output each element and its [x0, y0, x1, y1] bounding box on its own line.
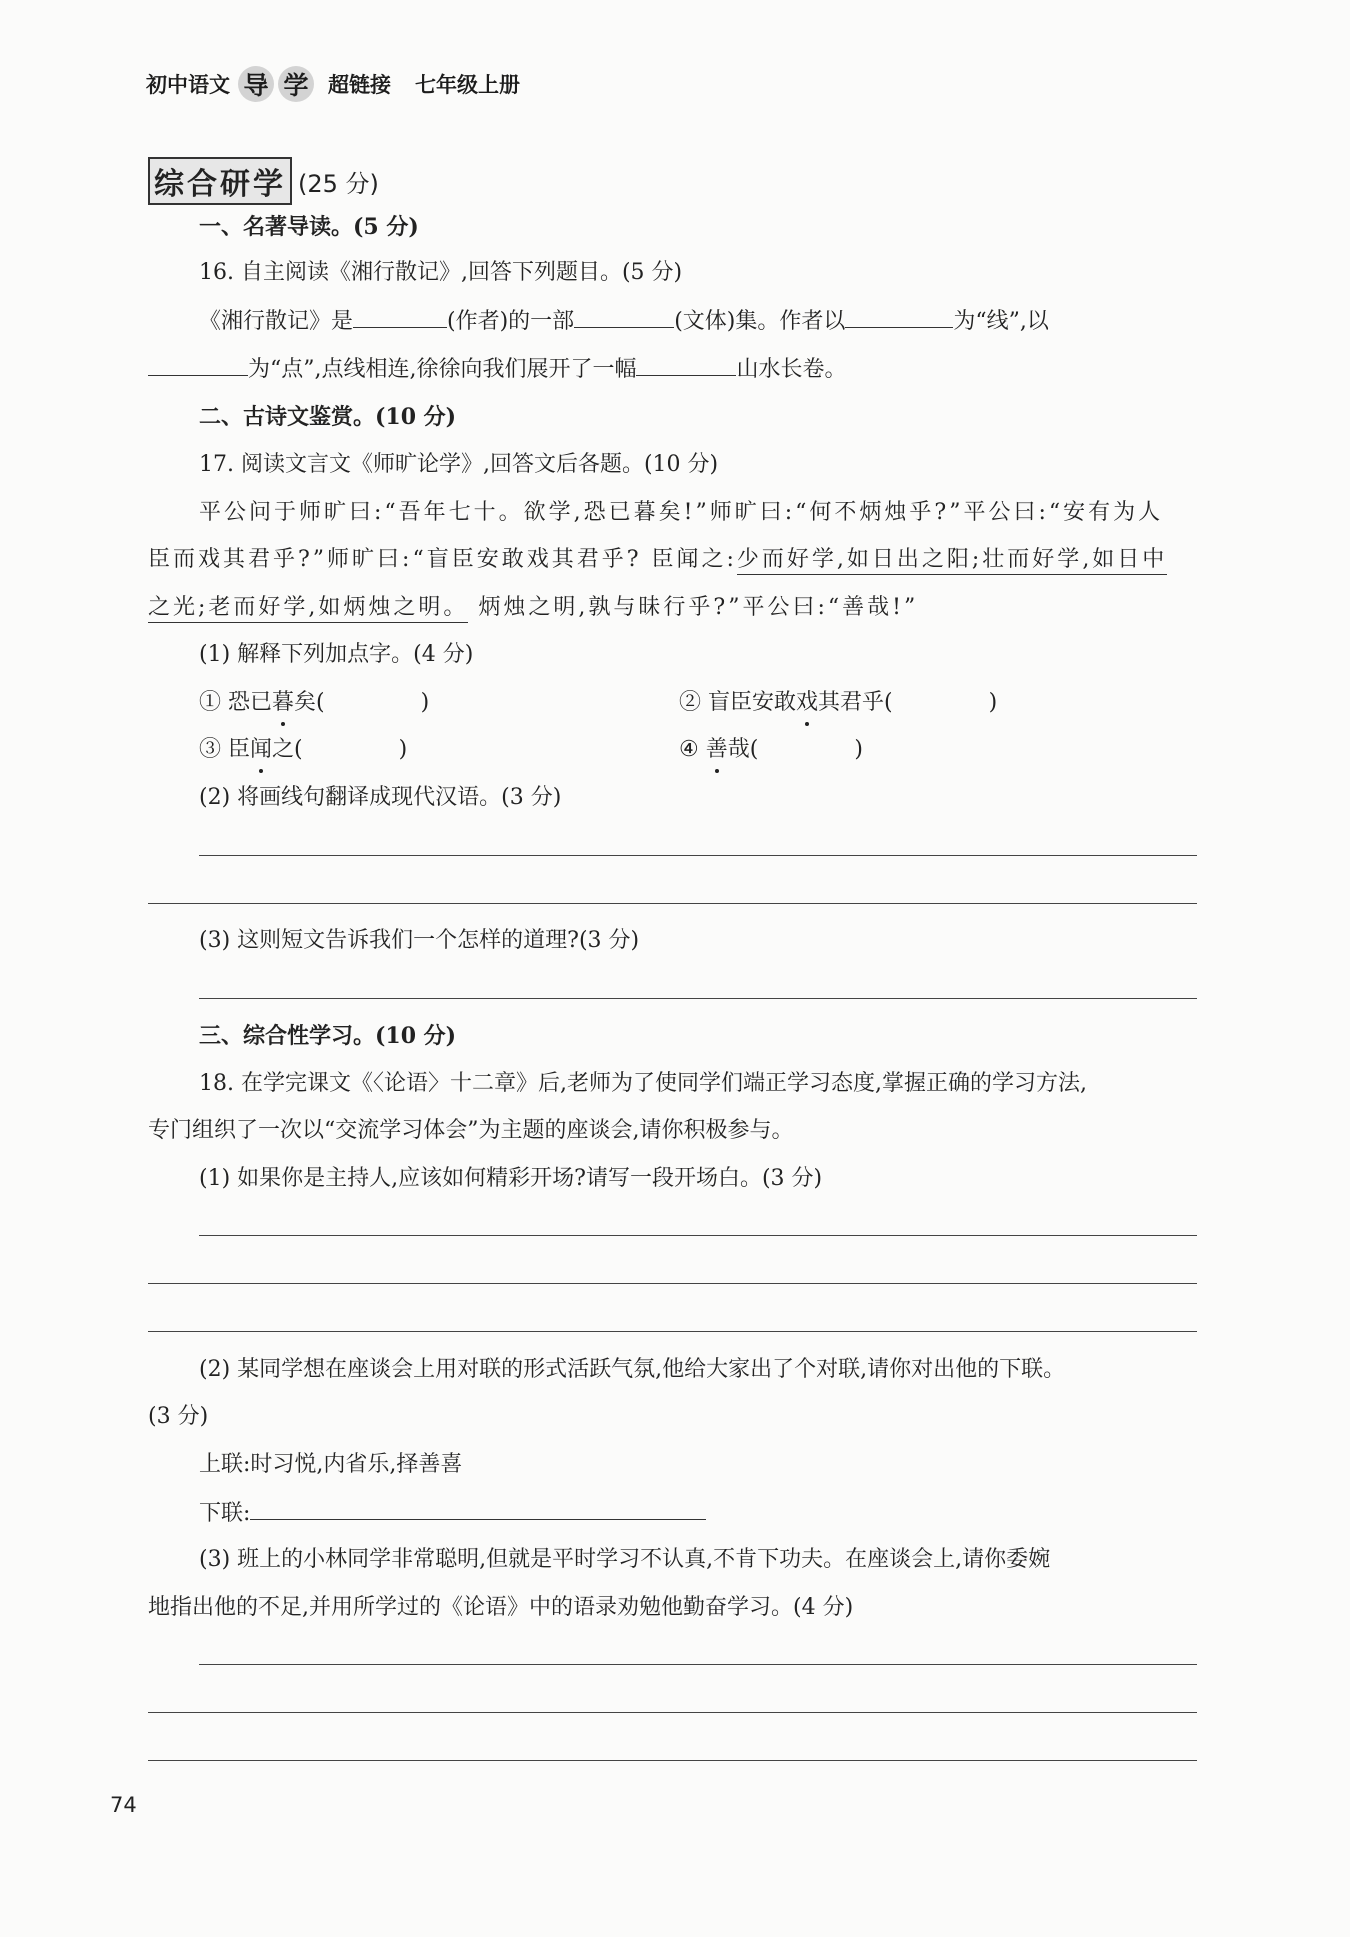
header-grade: 七年级上册: [415, 73, 520, 97]
section-title: [148, 157, 379, 205]
scenery-blank[interactable]: [636, 353, 736, 376]
item-text: 恐已: [228, 690, 273, 715]
q18-sub3-stem-line1: (3) 班上的小林同学非常聪明,但就是平时学习不认真,不肯下功夫。在座谈会上,请你委婉: [199, 1547, 1051, 1572]
q17-sub1-item2: [679, 688, 997, 718]
answer-line[interactable]: [199, 998, 1197, 999]
q18-sub1-stem: (1) 如果你是主持人,应该如何精彩开场?请写一段开场白。(3 分): [199, 1166, 823, 1191]
dotted-char: 善: [706, 735, 728, 765]
item-text: ): [854, 737, 863, 762]
q16-text: 为“点”,点线相连,徐徐向我们展开了一幅: [248, 357, 637, 382]
item-text: 矣(: [294, 690, 325, 715]
item-text: ): [988, 690, 998, 715]
point-blank[interactable]: [148, 353, 248, 376]
item-number: ④: [679, 737, 699, 762]
line-blank[interactable]: [845, 305, 953, 328]
header-subject: 初中语文: [146, 73, 230, 97]
couplet-lower-label: 下联:: [199, 1501, 251, 1526]
part2-heading: 二、古诗文鉴赏。(10 分): [199, 404, 457, 430]
q16-line1: [199, 305, 1049, 337]
answer-line[interactable]: [148, 1283, 1197, 1284]
item-number: ②: [679, 690, 702, 715]
passage-line3: [148, 593, 918, 623]
q17-sub1-item3: [199, 735, 407, 765]
item-text: 之(: [272, 737, 303, 762]
answer-line[interactable]: [199, 1235, 1197, 1236]
couplet-upper: 上联:时习悦,内省乐,择善喜: [199, 1452, 463, 1477]
item-text: 其君乎(: [818, 690, 893, 715]
passage-line1: 平公问于师旷曰:“吾年七十。欲学,恐已暮矣!”师旷曰:“何不炳烛乎?”平公曰:“安有为人: [199, 500, 1164, 525]
q18-stem-line1: 18. 在学完课文《〈论语〉十二章》后,老师为了使同学们端正学习态度,掌握正确的学习方法,: [199, 1071, 1087, 1096]
q16-stem: 16. 自主阅读《湘行散记》,回答下列题目。(5 分): [199, 260, 683, 285]
answer-line[interactable]: [148, 1712, 1197, 1713]
q17-sub3-stem: (3) 这则短文告诉我们一个怎样的道理?(3 分): [199, 928, 640, 953]
item-text: 哉(: [727, 737, 759, 762]
passage-underlined-text: 之光;老而好学,如炳烛之明。: [148, 595, 468, 623]
header-xue-badge: 学: [278, 66, 314, 102]
passage-line2: [148, 545, 1167, 575]
q16-text: (文体)集。作者以: [674, 309, 846, 334]
couplet-lower: [199, 1497, 706, 1529]
book-header: [146, 66, 520, 102]
passage-underlined-text: 少而好学,如日出之阳;壮而好学,如日中: [737, 547, 1167, 575]
passage-text: 炳烛之明,孰与昧行乎?”平公曰:“善哉!”: [478, 595, 919, 620]
item-text: ): [398, 737, 408, 762]
couplet-lower-blank[interactable]: [250, 1497, 706, 1520]
q16-text: 为“线”,以: [953, 309, 1049, 334]
part1-heading: 一、名著导读。(5 分): [199, 214, 419, 240]
q17-sub1-item1: [199, 688, 429, 718]
passage-text: 臣而戏其君乎?”师旷曰:“盲臣安敢戏其君乎? 臣闻之:: [148, 547, 737, 572]
item-text: 臣: [228, 737, 251, 762]
item-text: ): [420, 690, 430, 715]
part3-heading: 三、综合性学习。(10 分): [199, 1023, 457, 1049]
author-blank[interactable]: [353, 305, 447, 328]
header-series: 超链接: [328, 73, 391, 97]
dotted-char: 闻: [250, 735, 272, 765]
item-number: ①: [199, 690, 222, 715]
q17-stem: 17. 阅读文言文《师旷论学》,回答文后各题。(10 分): [199, 452, 719, 477]
answer-line[interactable]: [148, 1760, 1197, 1761]
q16-text: 山水长卷。: [736, 357, 847, 382]
q17-sub2-stem: (2) 将画线句翻译成现代汉语。(3 分): [199, 785, 562, 810]
q17-sub1-item4: [679, 735, 863, 765]
dotted-char: 暮: [272, 688, 294, 718]
item-text: 盲臣安敢: [708, 690, 797, 715]
q16-text: 《湘行散记》是: [199, 309, 354, 334]
q17-sub1-stem: (1) 解释下列加点字。(4 分): [199, 642, 474, 667]
q18-sub3-stem-line2: 地指出他的不足,并用所学过的《论语》中的语录劝勉他勤奋学习。(4 分): [148, 1595, 854, 1620]
dotted-char: 戏: [796, 688, 818, 718]
q16-text: (作者)的一部: [447, 309, 575, 334]
answer-line[interactable]: [148, 1331, 1197, 1332]
page-number: 74: [110, 1793, 137, 1817]
q16-line2: [148, 353, 847, 385]
q18-stem-line2: 专门组织了一次以“交流学习体会”为主题的座谈会,请你积极参与。: [148, 1118, 794, 1143]
q18-sub2-stem-line1: (2) 某同学想在座谈会上用对联的形式活跃气氛,他给大家出了个对联,请你对出他的下联。: [199, 1357, 1066, 1382]
header-dao-badge: 导: [238, 66, 274, 102]
item-number: ③: [199, 737, 222, 762]
genre-blank[interactable]: [574, 305, 674, 328]
answer-line[interactable]: [199, 1664, 1197, 1665]
section-title-boxed: 综合研学: [148, 157, 292, 205]
q18-sub2-stem-line2: (3 分): [148, 1404, 209, 1429]
answer-line[interactable]: [148, 903, 1197, 904]
section-score: (25 分): [298, 169, 379, 198]
answer-line[interactable]: [199, 855, 1197, 856]
